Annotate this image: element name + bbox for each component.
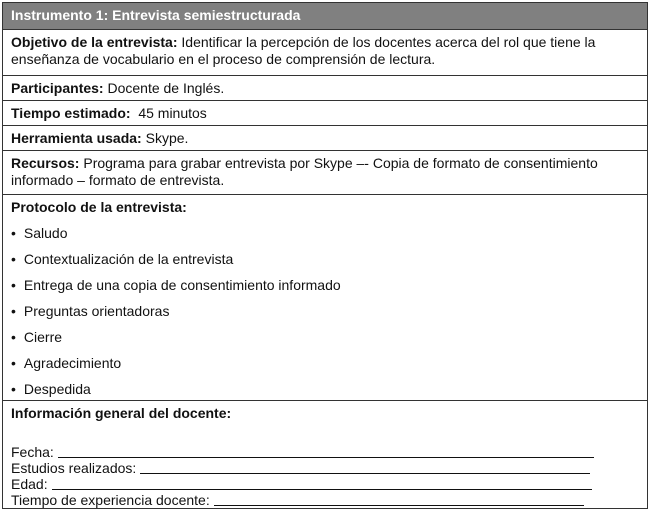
studies-field[interactable] xyxy=(11,460,639,476)
experience-blank[interactable] xyxy=(214,492,584,506)
resources-row xyxy=(3,150,647,194)
date-blank[interactable] xyxy=(58,444,594,458)
resources-text: Programa para grabar entrevista por Skype –- Copia de formato de consentimiento informado – formato de entrevista. xyxy=(11,155,598,188)
protocol-label: Protocolo de la entrevista: xyxy=(11,199,187,215)
tool-row xyxy=(3,125,647,150)
participants-row xyxy=(3,75,647,100)
resources-label: Recursos: xyxy=(11,155,80,171)
experience-field[interactable] xyxy=(11,492,639,508)
list-item: • Despedida xyxy=(11,376,639,402)
date-label: Fecha: xyxy=(11,444,54,460)
list-item: • Entrega de una copia de consentimiento informado xyxy=(11,272,639,298)
time-row xyxy=(3,100,647,125)
age-field[interactable] xyxy=(11,476,639,492)
tool-text: Skype. xyxy=(141,130,189,146)
studies-label: Estudios realizados: xyxy=(11,460,137,476)
studies-blank[interactable] xyxy=(140,460,590,474)
list-item: • Cierre xyxy=(11,324,639,350)
time-text: 45 minutos xyxy=(130,105,207,121)
teacher-info-label: Información general del docente: xyxy=(11,405,232,421)
objective-text: Identificar la percepción de los docentes acerca del rol que tiene la enseñanza de vocabulario en el proceso de comprensión de lectura. xyxy=(11,34,596,67)
participants-text: Docente de Inglés. xyxy=(103,80,225,96)
protocol-row xyxy=(3,194,647,400)
list-item: • Contextualización de la entrevista xyxy=(11,246,639,272)
interview-instrument-table xyxy=(2,2,648,509)
teacher-info-row xyxy=(3,400,647,508)
protocol-list xyxy=(11,220,639,402)
list-item: • Saludo xyxy=(11,220,639,246)
age-label: Edad: xyxy=(11,476,48,492)
tool-label: Herramienta usada: xyxy=(11,130,142,146)
time-label: Tiempo estimado: xyxy=(11,105,131,121)
age-blank[interactable] xyxy=(52,476,592,490)
objective-label: Objetivo de la entrevista: xyxy=(11,34,178,50)
date-field[interactable] xyxy=(11,444,639,460)
list-item: • Agradecimiento xyxy=(11,350,639,376)
table-title: Instrumento 1: Entrevista semiestructurada xyxy=(3,3,647,29)
experience-label: Tiempo de experiencia docente: xyxy=(11,492,210,508)
participants-label: Participantes: xyxy=(11,80,104,96)
objective-row xyxy=(3,29,647,75)
list-item: • Preguntas orientadoras xyxy=(11,298,639,324)
